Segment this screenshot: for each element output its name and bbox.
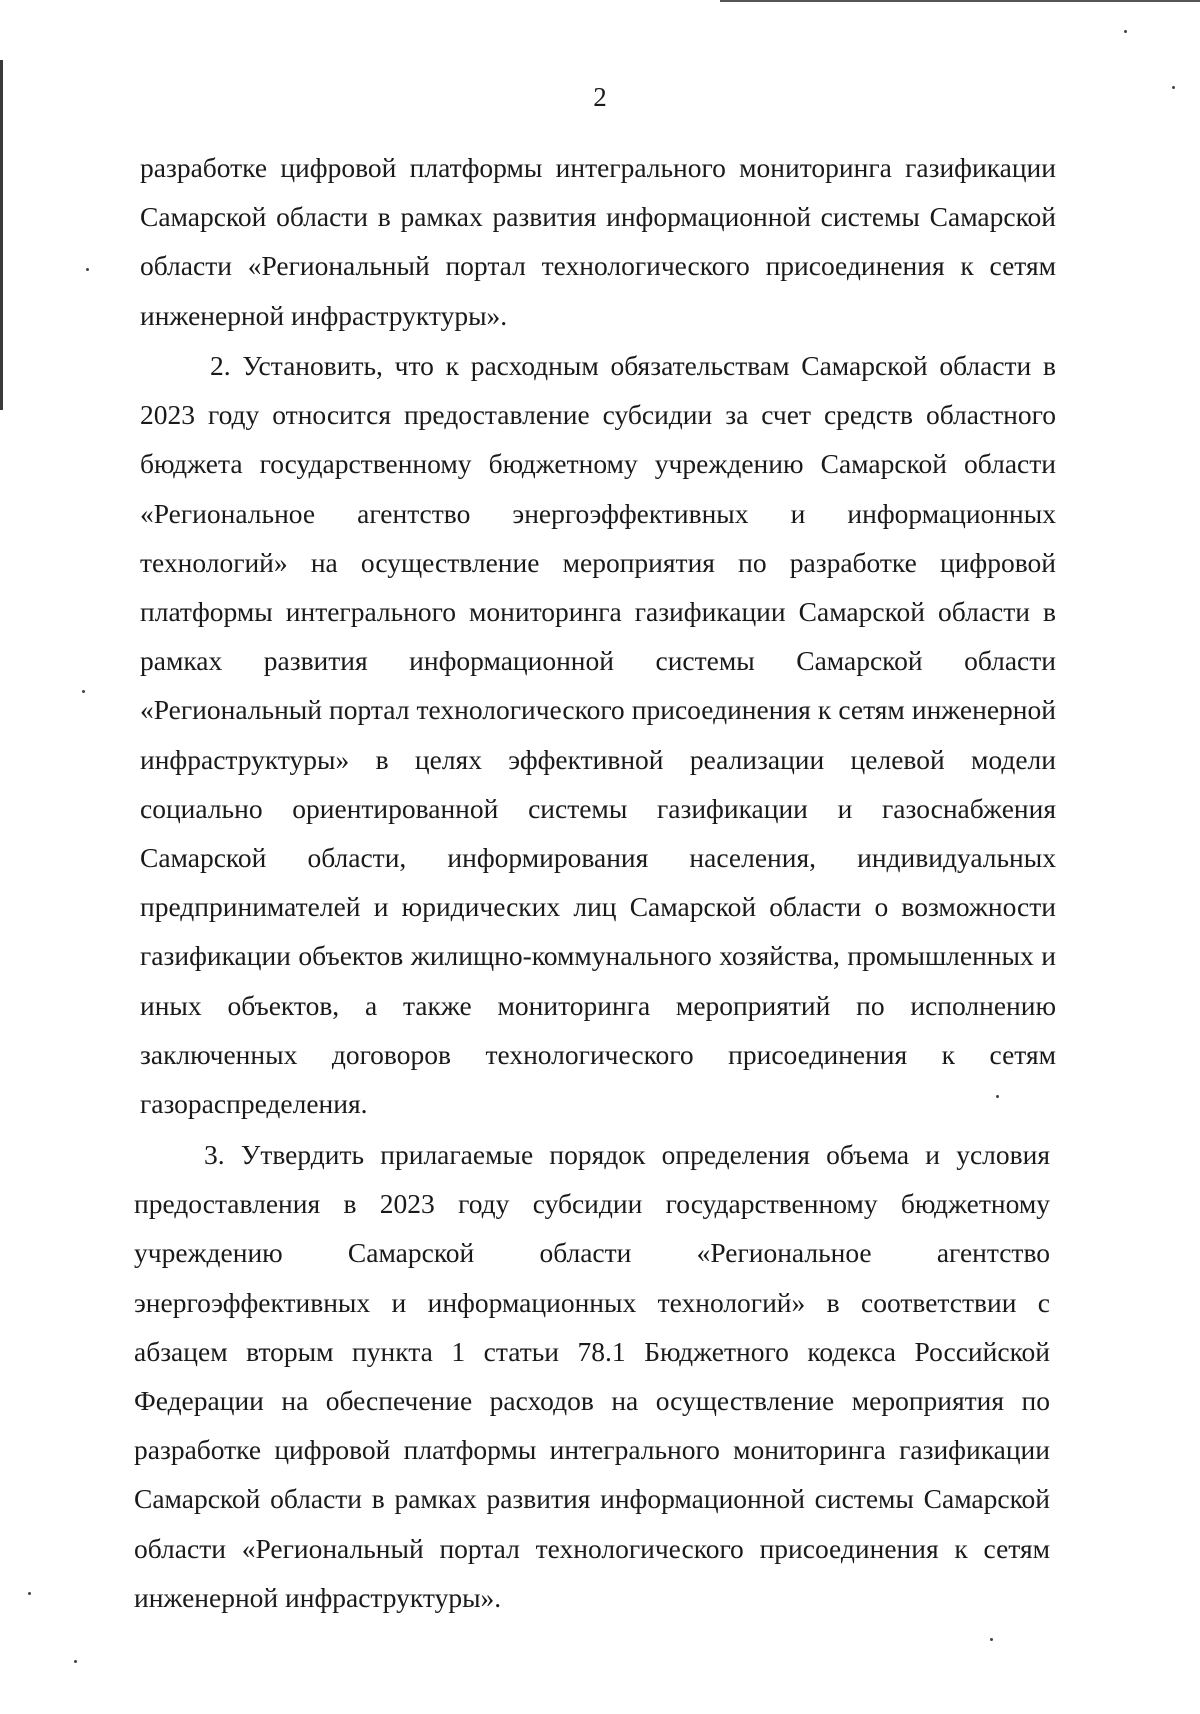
paragraph-continuation — [140, 143, 1056, 340]
scan-speck — [86, 268, 89, 271]
paragraph-text: разработке цифровой платформы интегрального мониторинга газификации Самарской области в рамках развития информационной системы Самарской области «Региональный портал технологического присоединения к сетям инженерной инфраструктуры». — [140, 152, 1056, 331]
paragraph-item-2 — [140, 341, 1056, 1128]
scan-speck — [1124, 30, 1127, 33]
scan-speck — [74, 1660, 77, 1663]
scan-speck — [28, 1592, 31, 1595]
paragraph-item-3 — [134, 1130, 1050, 1622]
page-number: 2 — [593, 82, 607, 112]
scan-top-edge — [720, 0, 1200, 2]
paragraph-text: 3. Утвердить прилагаемые порядок определения объема и условия предоставления в 2023 году субсидии государственному бюджетному учреждению Самарской области «Региональное агентство энергоэффективных и информационных технологий» в соответствии с абзацем вторым пункта 1 статьи 78.1 Бюджетного кодекса Российской Федерации на обеспечение расходов на осуществление мероприятия по разработке цифровой платформы интегрального мониторинга газификации Самарской области в рамках развития информационной системы Самарской области «Региональный портал технологического присоединения к сетям инженерной инфраструктуры». — [134, 1139, 1050, 1613]
scan-speck — [82, 690, 85, 693]
paragraph-text: 2. Установить, что к расходным обязательствам Самарской области в 2023 году относится предоставление субсидии за счет средств областного бюджета государственному бюджетному учреждению Самарской области «Региональное агентство энергоэффективных и информационных технологий» на осуществление мероприятия по разработке цифровой платформы интегрального мониторинга газификации Самарской области в рамках развития информационной системы Самарской области «Региональный портал технологического присоединения к сетям инженерной инфраструктуры» в целях эффективной реализации целевой модели социально ориентированной системы газификации и газоснабжения Самарской области, информирования населения, индивидуальных предпринимателей и юридических лиц Самарской области о возможности газификации объектов жилищно-коммунального хозяйства, промышленных и иных объектов, а также мониторинга мероприятий по исполнению заключенных договоров технологического присоединения к сетям газораспределения. — [140, 350, 1056, 1120]
scan-speck — [990, 1638, 993, 1641]
